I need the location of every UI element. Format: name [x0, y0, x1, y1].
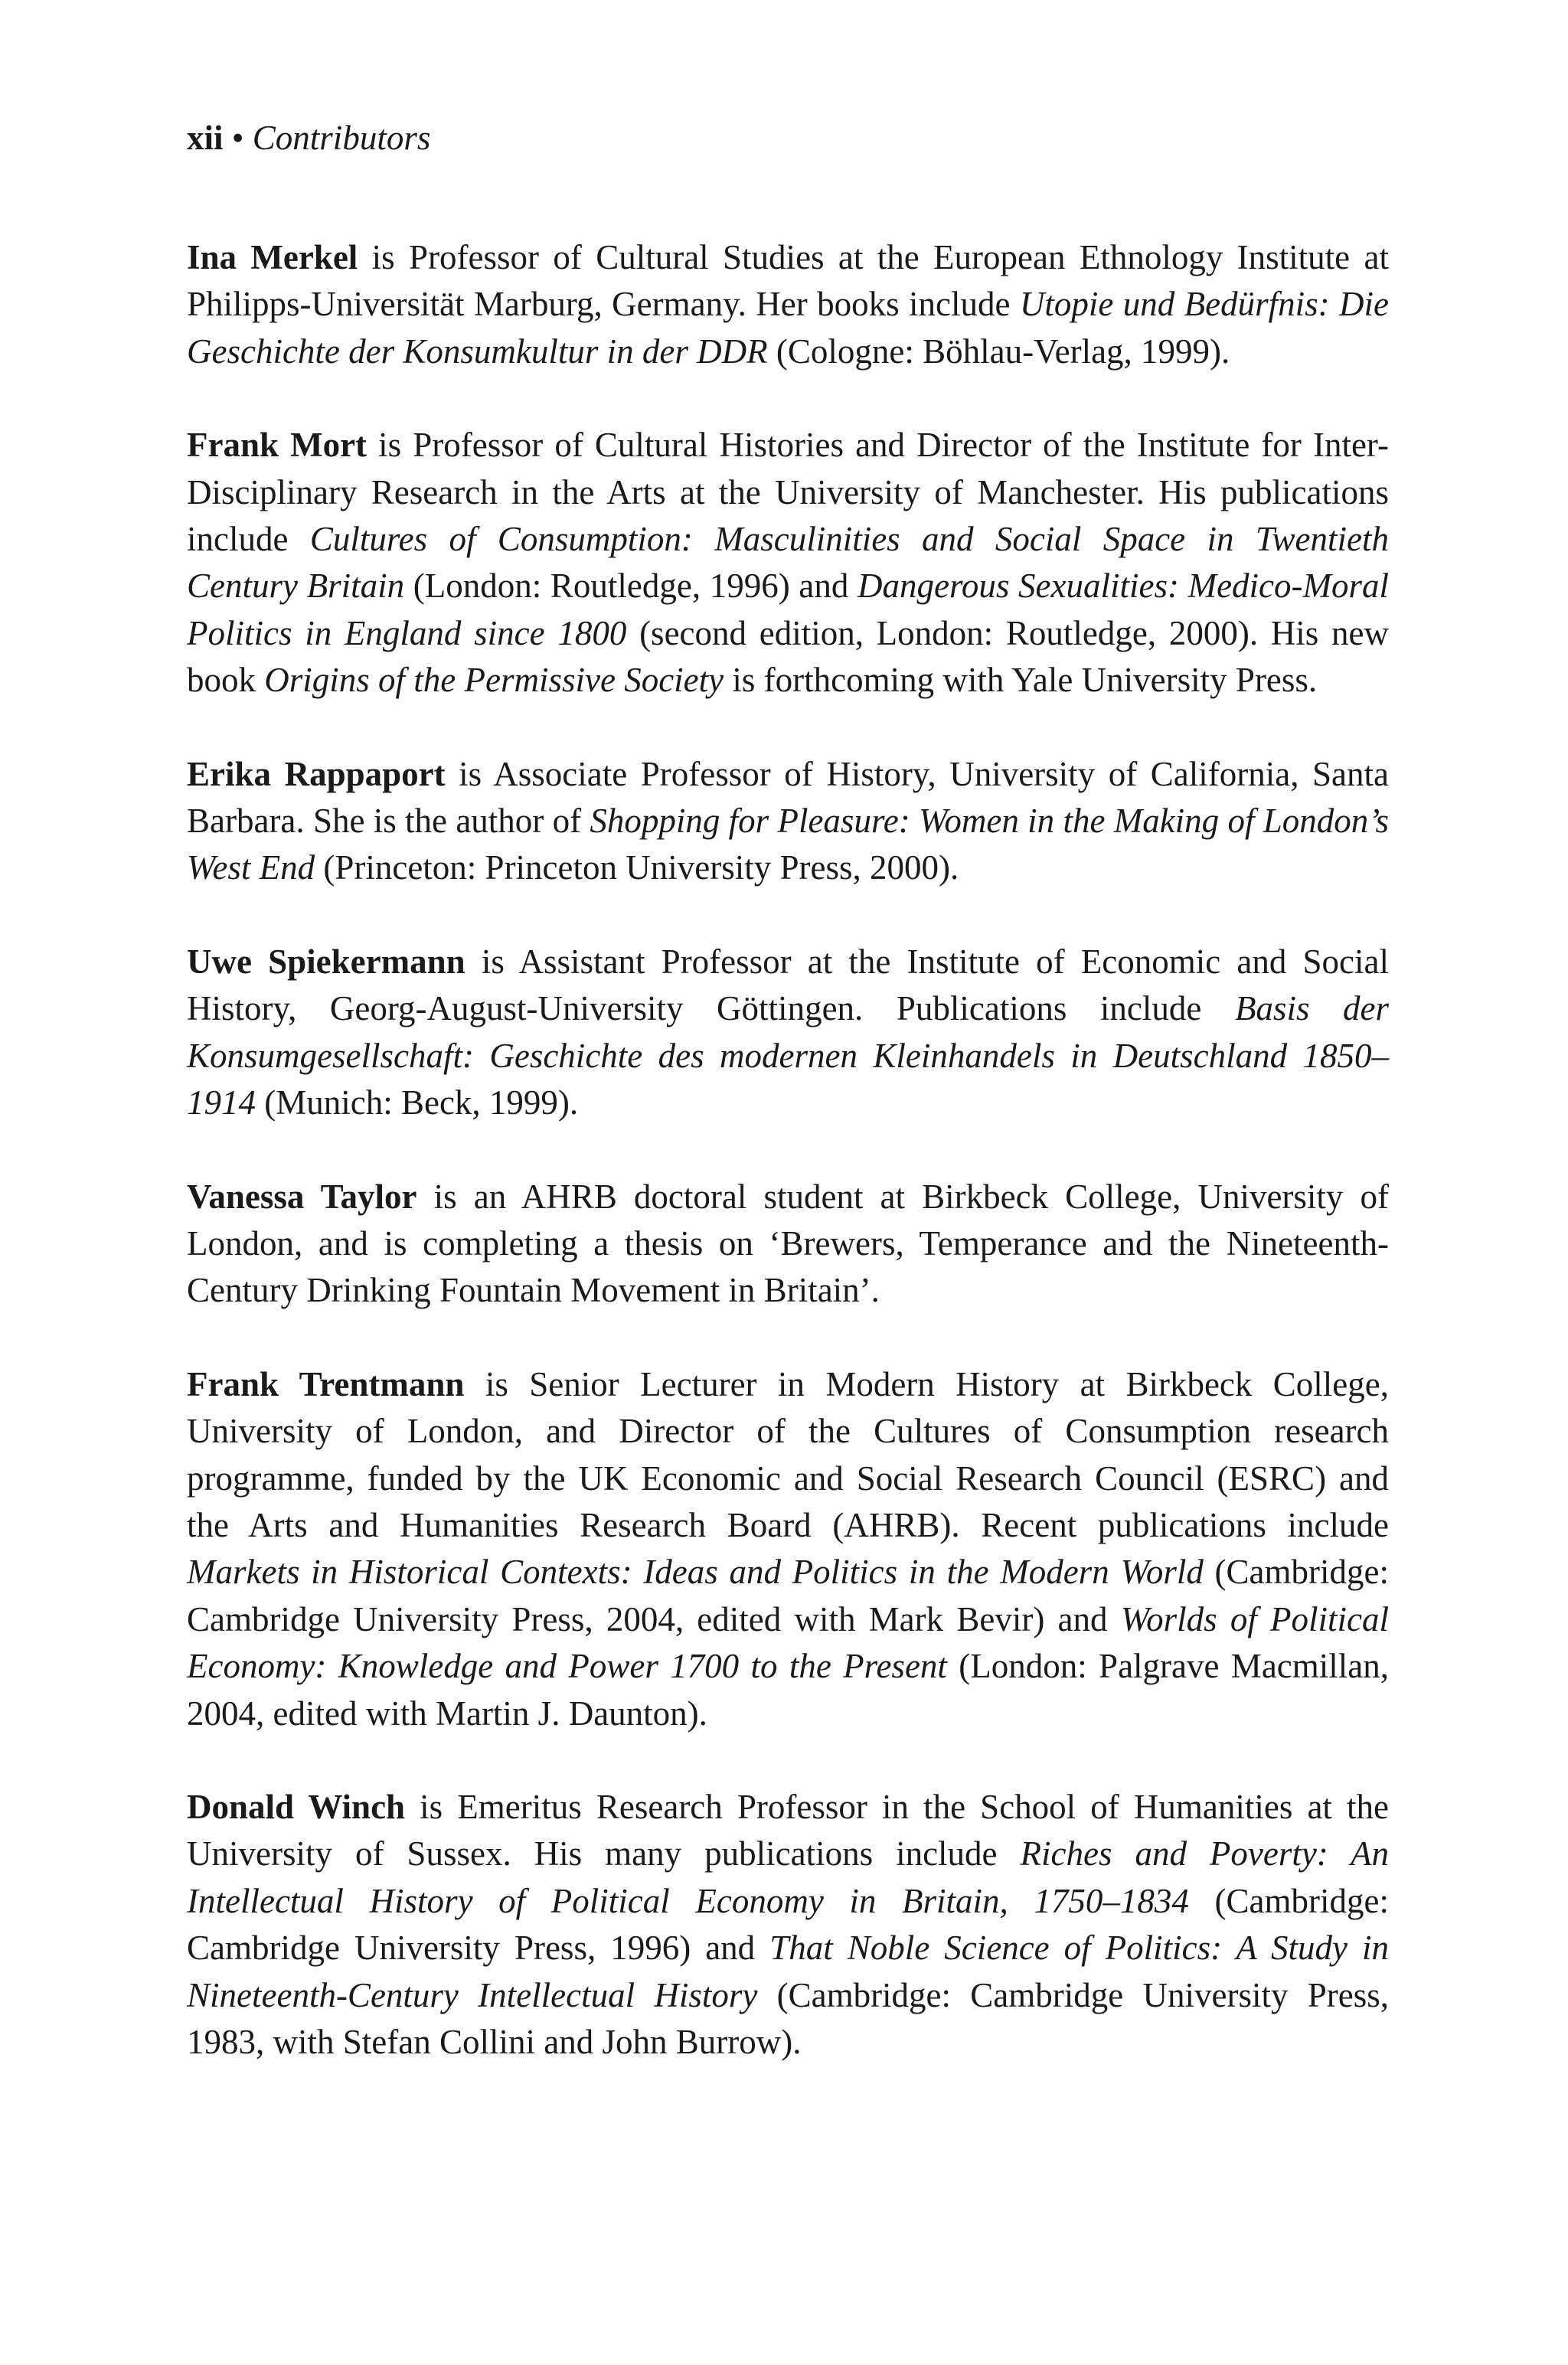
publication-title: Markets in Historical Contexts: Ideas and Politics in the Modern World — [187, 1553, 1204, 1592]
header-separator: • — [231, 119, 244, 157]
bio-text: (Princeton: Princeton University Press, 2000). — [315, 848, 959, 887]
bio-text: (Cambridge: Cambridge University Press, 1996) and — [187, 1881, 1389, 1968]
contributor-entry — [187, 234, 1389, 375]
publication-title: Basis der Konsumgesellschaft: Geschichte des modernen Kleinhandels in Deutschland 1850–1914 — [187, 989, 1390, 1122]
bio-text: is Senior Lecturer in Modern History at Birkbeck College, University of London, and Director of the Cultures of Consumption research programme, funded by the UK Economic and Social Research Council (ESRC) and the Arts and Humanities Research Board (AHRB). Recent publications include — [187, 1364, 1390, 1544]
contributor-entry — [187, 1361, 1389, 1737]
page — [187, 115, 1389, 2112]
page-number: xii — [187, 119, 224, 157]
bio-text: is Emeritus Research Professor in the School of Humanities at the University of Sussex. His many publications include — [187, 1787, 1390, 1873]
contributor-name: Uwe Spiekermann — [187, 942, 466, 981]
publication-title: That Noble Science of Politics: A Study in Nineteenth-Century Intellectual History — [187, 1929, 1389, 2014]
publication-title: Cultures of Consumption: Masculinities and Social Space in Twentieth Century Britain — [187, 520, 1390, 606]
contributor-name: Erika Rappaport — [187, 754, 446, 793]
contributor-name: Ina Merkel — [187, 238, 358, 276]
publication-title: Riches and Poverty: An Intellectual History of Political Economy in Britain, 1750–1834 — [187, 1834, 1389, 1920]
publication-title: Origins of the Permissive Society — [264, 661, 724, 700]
running-head — [187, 115, 1389, 161]
bio-text: is Professor of Cultural Histories and Director of the Institute for Inter-Disciplinary Research in the Arts at the University of Manchester. His publications include — [187, 426, 1389, 559]
bio-text: (second edition, London: Routledge, 2000). His new book — [187, 613, 1390, 700]
contributor-name: Frank Trentmann — [187, 1364, 465, 1403]
contributor-list — [187, 234, 1389, 2066]
contributor-entry — [187, 939, 1389, 1127]
contributor-entry — [187, 751, 1389, 892]
bio-text: (London: Routledge, 1996) and — [404, 567, 858, 606]
bio-text: (Cambridge: Cambridge University Press, 1983, with Stefan Collini and John Burrow). — [187, 1975, 1389, 2061]
contributor-entry — [187, 422, 1389, 704]
bio-text: is an AHRB doctoral student at Birkbeck College, University of London, and is completing a thesis on ‘Brewers, Temperance and the Nineteenth-Century Drinking Fountain Movement in Britain’. — [187, 1177, 1389, 1310]
contributor-entry — [187, 1784, 1389, 2066]
bio-text: is Assistant Professor at the Institute of Economic and Social History, Georg-August-University Göttingen. Publications include — [187, 942, 1389, 1028]
publication-title: Utopie und Bedürfnis: Die Geschichte der Konsumkultur in der DDR — [187, 285, 1389, 371]
bio-text: is Associate Professor of History, University of California, Santa Barbara. She is the author of — [187, 754, 1389, 841]
contributor-name: Vanessa Taylor — [187, 1177, 417, 1216]
bio-text: is Professor of Cultural Studies at the European Ethnology Institute at Philipps-Universität Marburg, Germany. Her books include — [187, 238, 1389, 324]
contributor-name: Donald Winch — [187, 1787, 406, 1826]
contributor-name: Frank Mort — [187, 426, 368, 465]
publication-title: Shopping for Pleasure: Women in the Making of London’s West End — [187, 802, 1389, 887]
section-title: Contributors — [252, 119, 431, 157]
bio-text: (Cologne: Böhlau-Verlag, 1999). — [767, 332, 1230, 371]
bio-text: (Cambridge: Cambridge University Press, 2004, edited with Mark Bevir) and — [187, 1553, 1389, 1638]
publication-title: Worlds of Political Economy: Knowledge and Power 1700 to the Present — [187, 1599, 1390, 1686]
bio-text: (Munich: Beck, 1999). — [256, 1083, 579, 1122]
bio-text: (London: Palgrave Macmillan, 2004, edited with Martin J. Daunton). — [187, 1647, 1389, 1733]
bio-text: is forthcoming with Yale University Press. — [724, 661, 1318, 700]
contributor-entry — [187, 1174, 1389, 1315]
publication-title: Dangerous Sexualities: Medico-Moral Politics in England since 1800 — [187, 567, 1390, 652]
